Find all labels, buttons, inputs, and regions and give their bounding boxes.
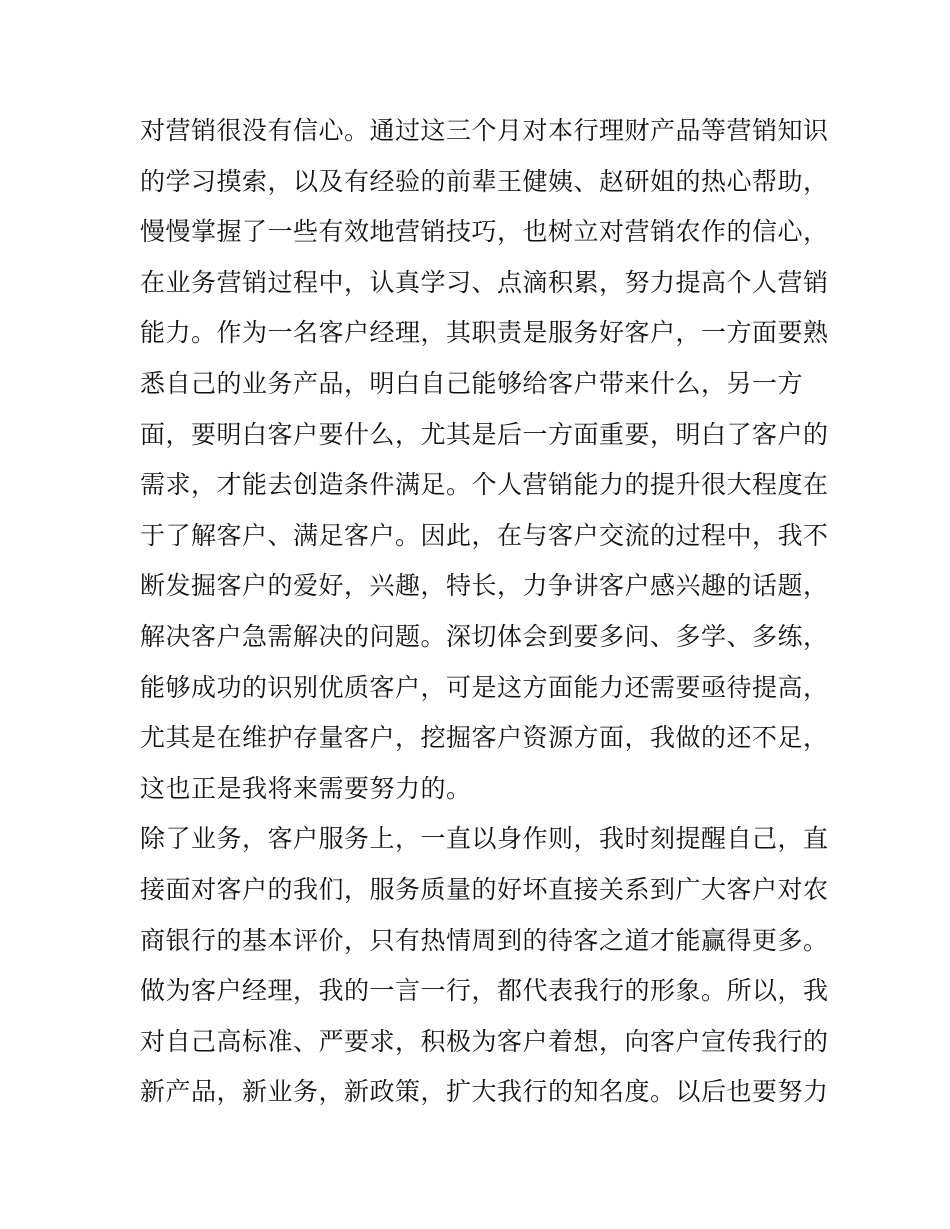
- text-line: 断发掘客户的爱好，兴趣，特长，力争讲客户感兴趣的话题，: [140, 571, 829, 601]
- text-line: 于了解客户、满足客户。因此，在与客户交流的过程中，我不: [140, 520, 829, 550]
- text-line: 悉自己的业务产品，明白自己能够给客户带来什么，另一方: [140, 368, 804, 398]
- text-line: 对自己高标准、严要求，积极为客户着想，向客户宣传我行的: [140, 1026, 829, 1056]
- text-line: 的学习摸索，以及有经验的前辈王健姨、赵研姐的热心帮助，: [140, 166, 829, 196]
- text-line: 商银行的基本评价，只有热情周到的待客之道才能赢得更多。: [140, 925, 829, 955]
- text-line: 做为客户经理，我的一言一行，都代表我行的形象。所以，我: [140, 976, 829, 1006]
- text-line: 对营销很没有信心。通过这三个月对本行理财产品等营销知识: [140, 116, 829, 145]
- text-line: 慢慢掌握了一些有效地营销技巧，也树立对营销农作的信心，: [140, 217, 829, 247]
- text-line: 面，要明白客户要什么，尤其是后一方面重要，明白了客户的: [140, 419, 829, 449]
- text-line: 接面对客户的我们，服务质量的好坏直接关系到广大客户对农: [140, 874, 829, 904]
- text-line: 能够成功的识别优质客户，可是这方面能力还需要亟待提高，: [140, 672, 829, 702]
- text-line: 能力。作为一名客户经理，其职责是服务好客户，一方面要熟: [140, 318, 829, 348]
- text-line: 这也正是我将来需要努力的。: [140, 773, 472, 803]
- text-line: 除了业务，客户服务上，一直以身作则，我时刻提醒自己，直: [140, 824, 829, 854]
- text-line: 尤其是在维护存量客户，挖掘客户资源方面，我做的还不足，: [140, 723, 829, 753]
- body-text: [140, 106, 830, 1118]
- text-line: 需求，才能去创造条件满足。个人营销能力的提升很大程度在: [140, 470, 829, 500]
- text-line: 解决客户急需解决的问题。深切体会到要多问、多学、多练，: [140, 621, 829, 651]
- text-line: 在业务营销过程中，认真学习、点滴积累，努力提高个人营销: [140, 267, 829, 297]
- text-line: 新产品，新业务，新政策，扩大我行的知名度。以后也要努力: [140, 1077, 829, 1107]
